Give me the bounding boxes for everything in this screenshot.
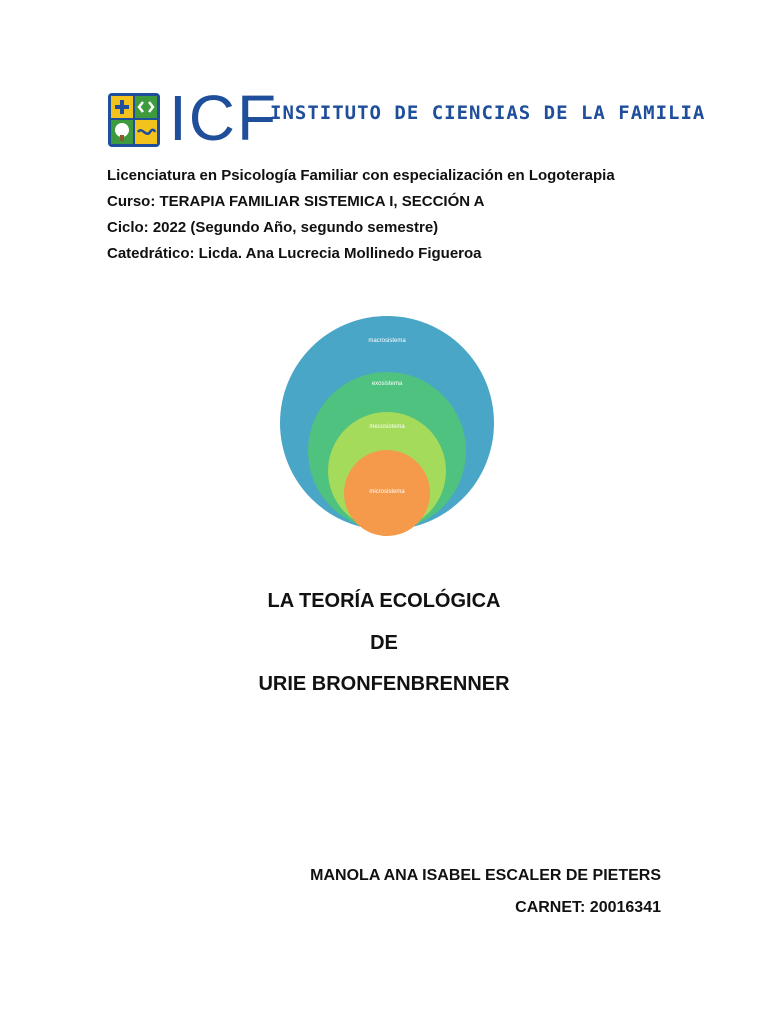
icf-crest-icon: [107, 92, 161, 148]
brand-acronym: ICF: [169, 82, 279, 154]
institution-logo: [107, 82, 706, 154]
course-info: [107, 165, 615, 269]
exosystem-label: exosistema: [371, 381, 403, 387]
ecological-systems-diagram: [277, 308, 497, 538]
macrosystem-label: macrosistema: [368, 338, 406, 344]
document-title-line-3: URIE BRONFENBRENNER: [258, 673, 510, 695]
mesosystem-label: mesosistema: [369, 424, 405, 430]
author-name: MANOLA ANA ISABEL ESCALER DE PIETERS: [310, 867, 661, 884]
institute-name: INSTITUTO DE CIENCIAS DE LA FAMILIA: [270, 102, 706, 124]
document-title-line-2: DE: [370, 632, 398, 654]
document-title-line-1: LA TEORÍA ECOLÓGICA: [267, 590, 501, 612]
microsystem-label: microsistema: [369, 489, 405, 495]
cycle-line: Ciclo: 2022 (Segundo Año, segundo semestre): [107, 219, 439, 236]
teacher-line: Catedrático: Licda. Ana Lucrecia Mollinedo Figueroa: [107, 245, 482, 262]
author-block: [310, 866, 661, 930]
program-line: Licenciatura en Psicología Familiar con especialización en Logoterapia: [107, 167, 615, 184]
course-line: Curso: TERAPIA FAMILIAR SISTEMICA I, SECCIÓN A: [107, 193, 485, 210]
author-carnet: CARNET: 20016341: [515, 899, 661, 916]
